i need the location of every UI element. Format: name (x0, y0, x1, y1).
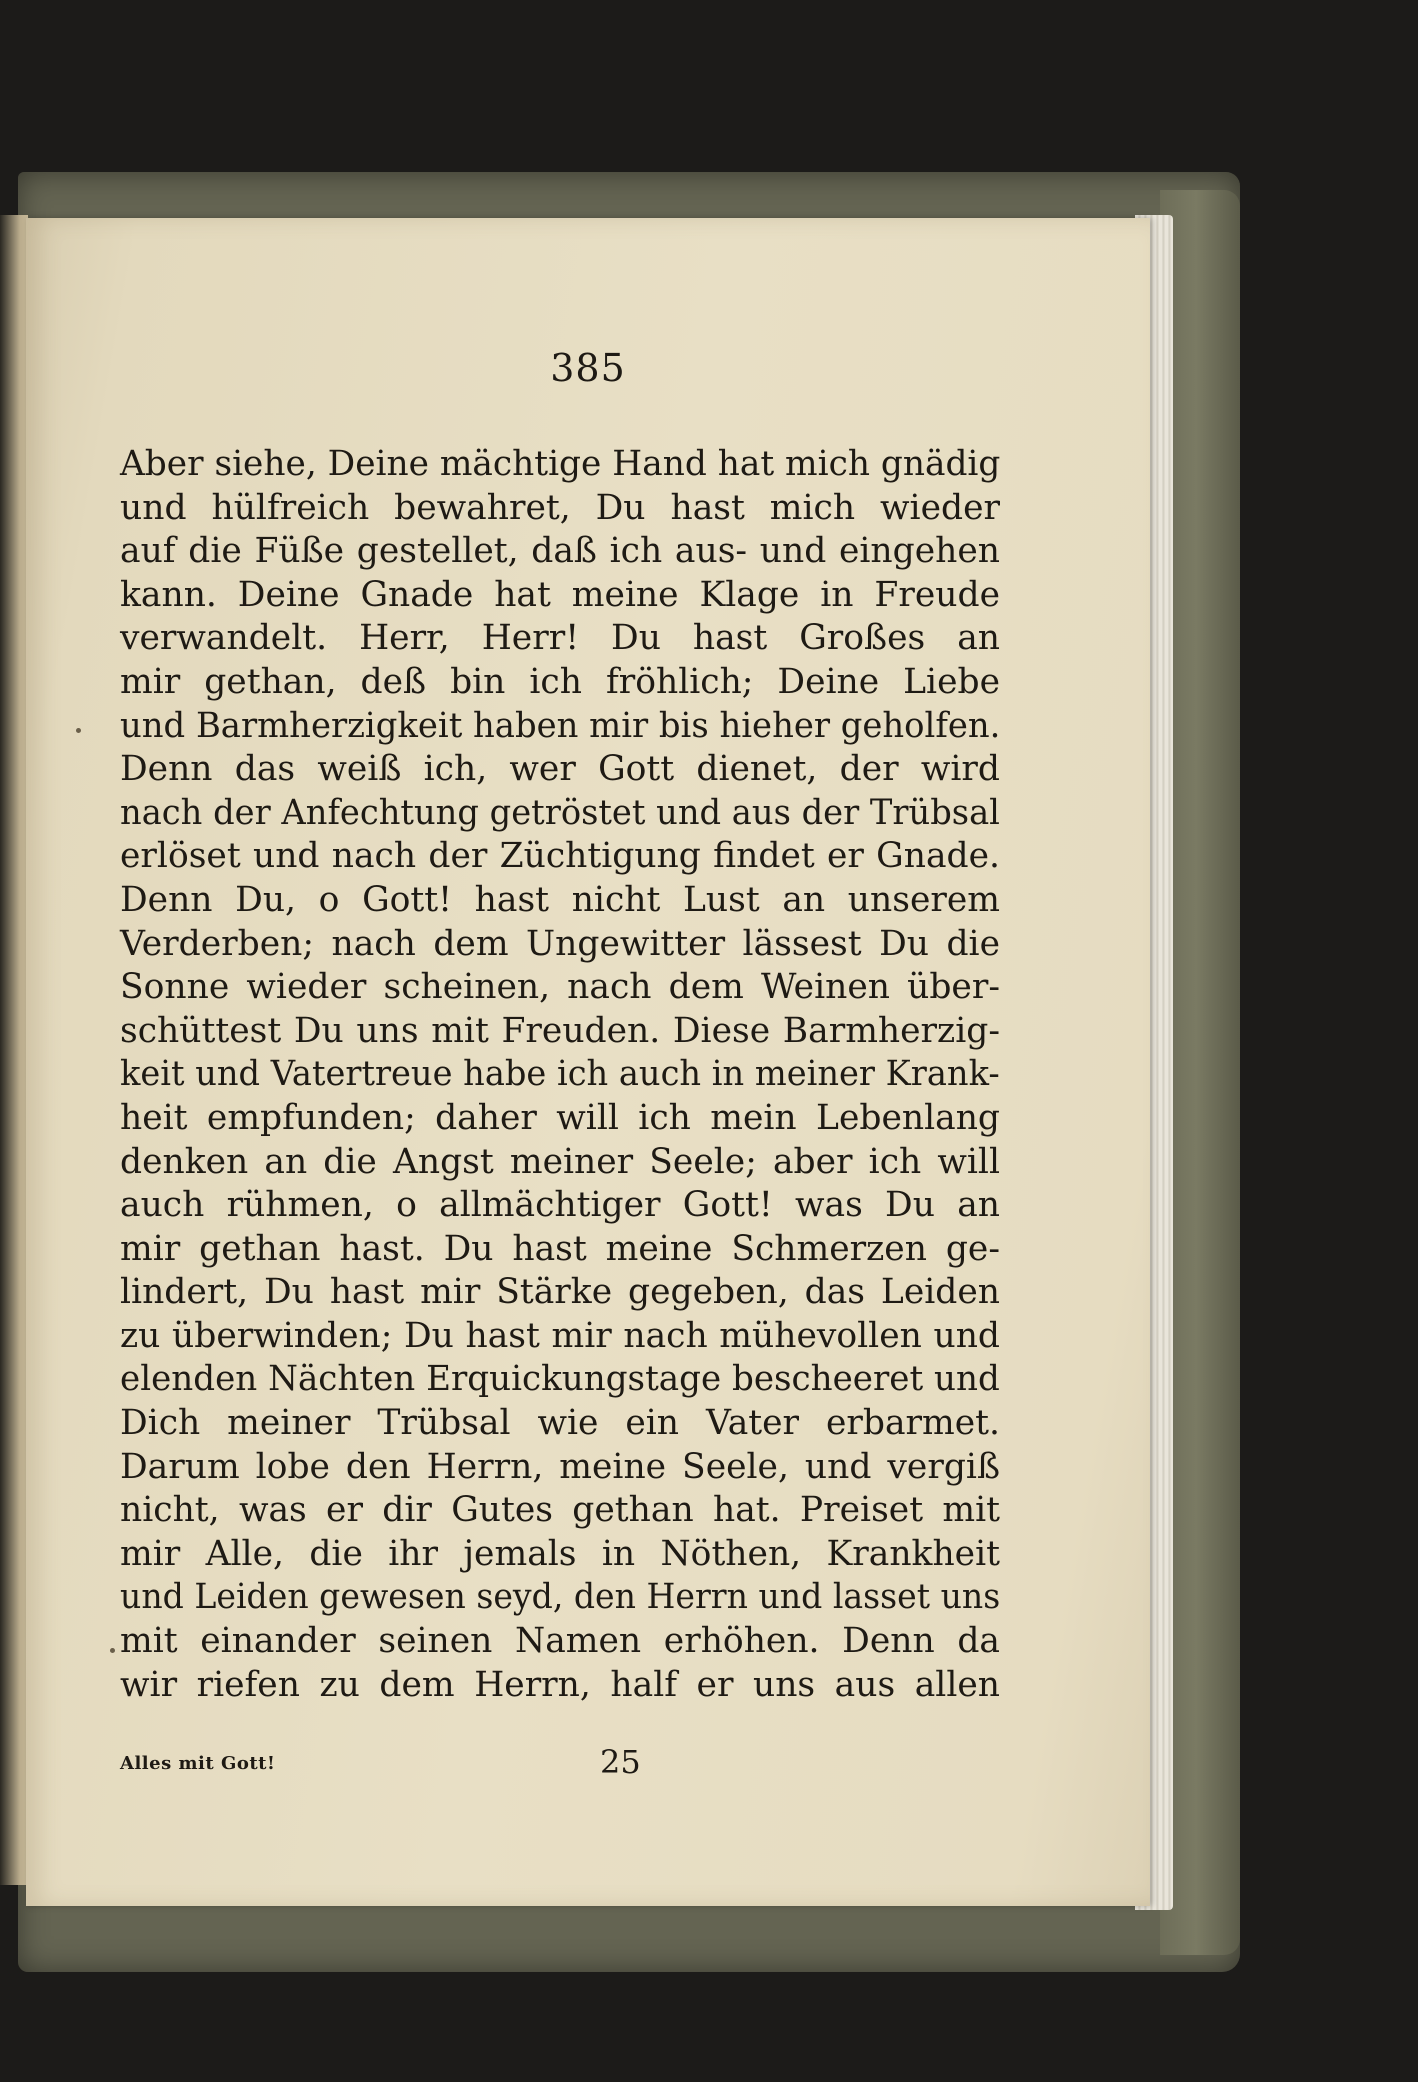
text-line: lindert, Du hast mir Stärke gegeben, das Leiden (120, 1272, 1000, 1313)
sheet-number: 25 (600, 1743, 641, 1781)
text-line: nicht, was er dir Gutes gethan hat. Preiset mit (120, 1490, 1000, 1531)
text-line: Denn Du, o Gott! hast nicht Lust an unserem (120, 879, 1000, 920)
text-line: kann. Deine Gnade hat meine Klage in Freude (120, 574, 1000, 615)
text-line: Sonne wieder scheinen, nach dem Weinen über- (120, 967, 1000, 1008)
text-line: mit einander seinen Namen erhöhen. Denn da (120, 1621, 1000, 1662)
text-line: schüttest Du uns mit Freuden. Diese Barmherzig- (120, 1010, 1000, 1051)
text-line: Aber siehe, Deine mächtige Hand hat mich gnädig (120, 444, 1001, 484)
body-text (120, 443, 1000, 1707)
text-line: und Leiden gewesen seyd, den Herrn und lasset uns (120, 1577, 1001, 1618)
facing-page-edge (0, 215, 28, 1885)
text-line: wir riefen zu dem Herrn, half er uns aus allen (120, 1664, 1000, 1705)
text-line: mir gethan, deß bin ich fröhlich; Deine Liebe (120, 661, 1000, 702)
text-line: keit und Vatertreue habe ich auch in meiner Krank- (120, 1054, 1000, 1095)
text-line: Darum lobe den Herrn, meine Seele, und vergiß (120, 1446, 1000, 1487)
text-line: und hülfreich bewahret, Du hast mich wieder (120, 487, 1000, 528)
text-line: Dich meiner Trübsal wie ein Vater erbarmet. (120, 1403, 1000, 1444)
text-line: erlöset und nach der Züchtigung findet er Gnade. (120, 836, 1000, 877)
text-line: auf die Füße gestellet, daß ich aus- und eingehen (120, 531, 1000, 572)
footer-signature: Alles mit Gott! (120, 1753, 276, 1774)
text-line: nach der Anfechtung getröstet und aus der Trübsal (120, 792, 1000, 833)
paper-speck (110, 1648, 115, 1653)
book-page (26, 218, 1150, 1906)
text-line: auch rühmen, o allmächtiger Gott! was Du an (120, 1185, 1000, 1226)
text-line: denken an die Angst meiner Seele; aber ich will (120, 1141, 1000, 1182)
text-line: mir gethan hast. Du hast meine Schmerzen ge- (120, 1228, 1000, 1269)
page-number: 385 (550, 346, 626, 390)
text-line: und Barmherzigkeit haben mir bis hieher geholfen. (120, 705, 1001, 746)
text-line: Denn das weiß ich, wer Gott dienet, der wird (120, 749, 1000, 790)
text-line: Verderben; nach dem Ungewitter lässest Du die (120, 923, 1000, 964)
page-footer (120, 1743, 1000, 1783)
paper-speck (76, 728, 81, 733)
text-line: verwandelt. Herr, Herr! Du hast Großes an (120, 618, 1000, 659)
text-line: elenden Nächten Erquickungstage bescheeret und (120, 1359, 1000, 1400)
text-line: zu überwinden; Du hast mir nach mühevollen und (120, 1315, 1000, 1356)
text-line: mir Alle, die ihr jemals in Nöthen, Krankheit (120, 1533, 1000, 1574)
text-line: heit empfunden; daher will ich mein Lebenlang (120, 1097, 1000, 1138)
